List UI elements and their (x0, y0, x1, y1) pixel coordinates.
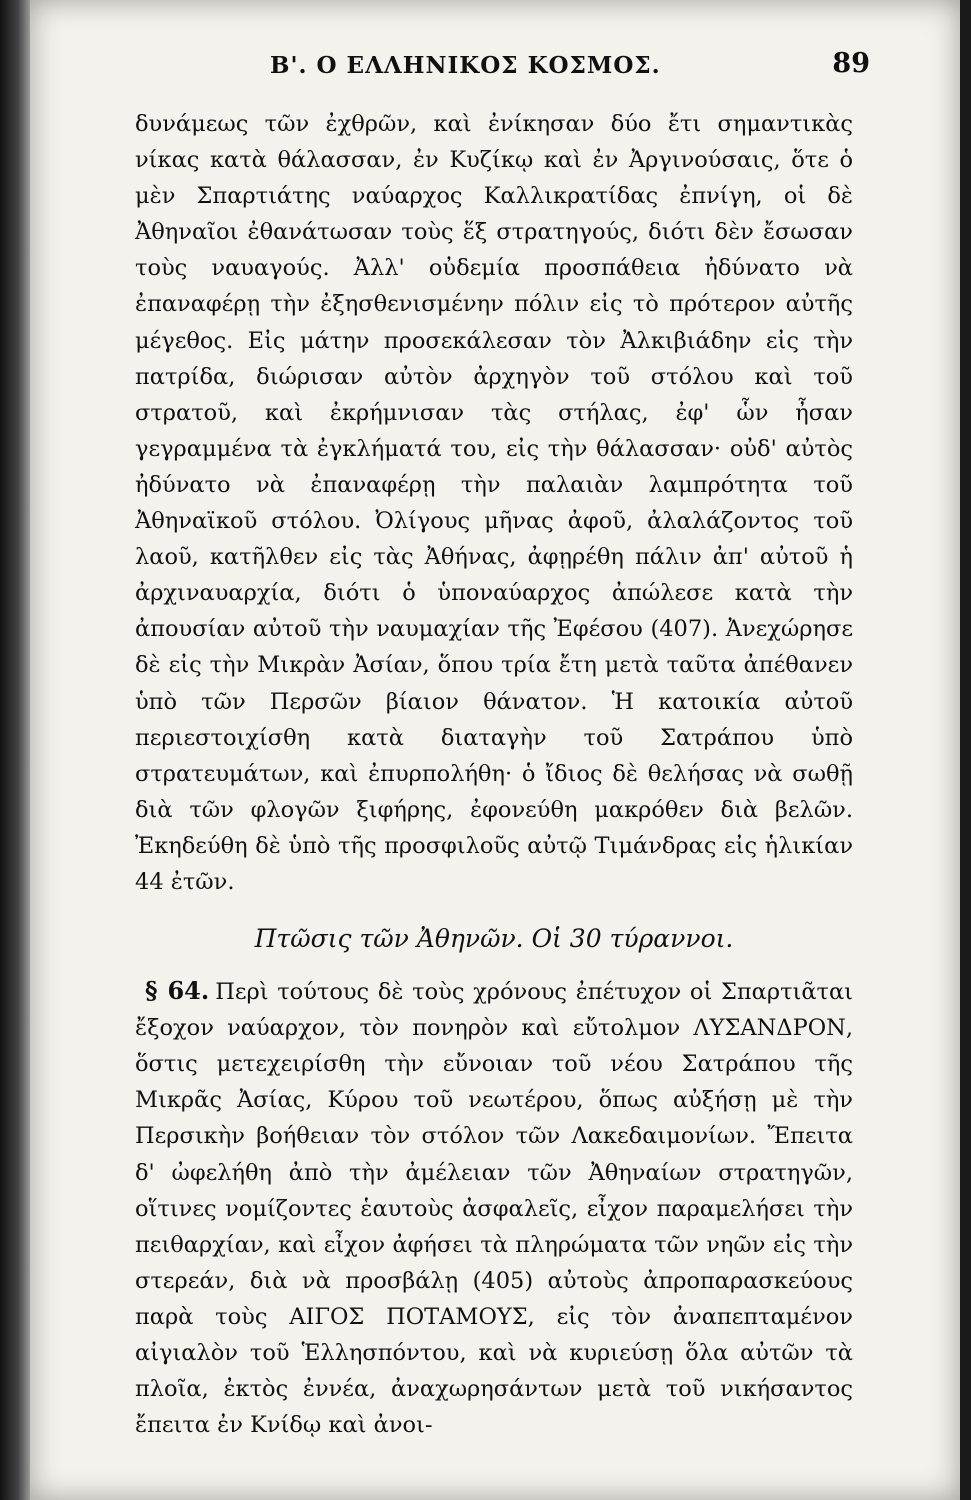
paragraph-continuation: δυνάμεως τῶν ἐχθρῶν, καὶ ἐνίκησαν δύο ἔτι σημαντικὰς νίκας κατὰ θάλασσαν, ἐν Κυζίκῳ καὶ ἐν Ἀργινούσαις, ὅτε ὁ μὲν Σπαρτιάτης ναύαρχος Καλλικρατίδας ἐπνίγη, οἱ δὲ Ἀθηναῖοι ἐθανάτωσαν τοὺς ἕξ στρατηγούς, διότι δὲν ἔσωσαν τοὺς ναυαγούς. Ἀλλ' οὐδεμία προσπάθεια ἠδύνατο νὰ ἐπαναφέρῃ τὴν ἐξησθενισμένην πόλιν εἰς τὸ πρότερον αὐτῆς μέγεθος. Εἰς μάτην προσεκάλεσαν τὸν Ἀλκιβιάδην εἰς τὴν πατρίδα, διώρισαν αὐτὸν ἀρχηγὸν τοῦ στόλου καὶ τοῦ στρατοῦ, καὶ ἐκρήμνισαν τὰς στήλας, ἐφ' ὧν ἦσαν γεγραμμένα τὰ ἐγκλήματά του, εἰς τὴν θάλασσαν· οὐδ' αὐτὸς ἠδύνατο νὰ ἐπαναφέρῃ τὴν παλαιὰν λαμπρότητα τοῦ Ἀθηναϊκοῦ στόλου. Ὀλίγους μῆνας ἀφοῦ, ἀλαλάζοντος τοῦ λαοῦ, κατῆλθεν εἰς τὰς Ἀθήνας, ἀφῃρέθη πάλιν ἀπ' αὐτοῦ ἡ ἀρχιναυαρχία, διότι ὁ ὑποναύαρχος ἀπώλεσε κατὰ τὴν ἀπουσίαν αὐτοῦ τὴν ναυμαχίαν τῆς Ἐφέσου (407). Ἀνεχώρησε δὲ εἰς τὴν Μικρὰν Ἀσίαν, ὅπου τρία ἔτη μετὰ ταῦτα ἀπέθανεν ὑπὸ τῶν Περσῶν βίαιον θάνατον. Ἡ κατοικία αὐτοῦ περιεστοιχίσθη κατὰ διαταγὴν τοῦ Σατράπου ὑπὸ στρατευμάτων, καὶ ἐπυρπολήθη· ὁ ἴδιος δὲ θελήσας νὰ σωθῇ διὰ τῶν φλογῶν ξιφήρης, ἐφονεύθη μακρόθεν διὰ βελῶν. Ἐκηδεύθη δὲ ὑπὸ τῆς προσφιλοῦς αὐτῷ Τιμάνδρας εἰς ἡλικίαν 44 ἐτῶν. (135, 111, 853, 895)
section-paragraph (135, 973, 853, 1443)
page-gutter-shadow (0, 0, 30, 1500)
text-block (135, 106, 853, 1443)
page-header (135, 50, 870, 90)
running-title: Β'. Ο ΕΛΛΗΝΙΚΟΣ ΚΟΣΜΟΣ. (270, 52, 661, 79)
book-page (30, 0, 960, 1500)
page-number: 89 (832, 48, 870, 79)
section-paragraph-text: Περὶ τούτους δὲ τοὺς χρόνους ἐπέτυχον οἱ Σπαρτιᾶται ἔξοχον ναύαρχον, τὸν πονηρὸν καὶ εὔτολμον ΛΥΣΑΝΔΡΟΝ, ὅστις μετεχειρίσθη τὴν εὔνοιαν τοῦ νέου Σατράπου τῆς Μικρᾶς Ἀσίας, Κύρου τοῦ νεωτέρου, ὅπως αὐξήσῃ μὲ τὴν Περσικὴν βοήθειαν τὸν στόλον τῶν Λακεδαιμονίων. Ἔπειτα δ' ὠφελήθη ἀπὸ τὴν ἀμέλειαν τῶν Ἀθηναίων στρατηγῶν, οἵτινες νομίζοντες ἑαυτοὺς ἀσφαλεῖς, εἶχον παραμελήσει τὴν πειθαρχίαν, καὶ εἶχον ἀφήσει τὰ πληρώματα τῶν νηῶν εἰς τὴν στερεάν, διὰ νὰ προσβάλῃ (405) αὐτοὺς ἀπροπαρασκεύους παρὰ τοὺς ΑΙΓΟΣ ΠΟΤΑΜΟΥΣ, εἰς τὸν ἀναπεπταμένον αἰγιαλὸν τοῦ Ἑλλησπόντου, καὶ νὰ κυριεύσῃ ὅλα αὐτῶν τὰ πλοῖα, ἐκτὸς ἐννέα, ἀναχωρησάντων μετὰ τοῦ νικήσαντος ἔπειτα ἐν Κνίδῳ καὶ ἀνοι- (135, 979, 853, 1439)
section-heading: Πτῶσις τῶν Ἀθηνῶν. Οἱ 30 τύραννοι. (254, 924, 734, 954)
section-number: § 64. (145, 976, 210, 1006)
